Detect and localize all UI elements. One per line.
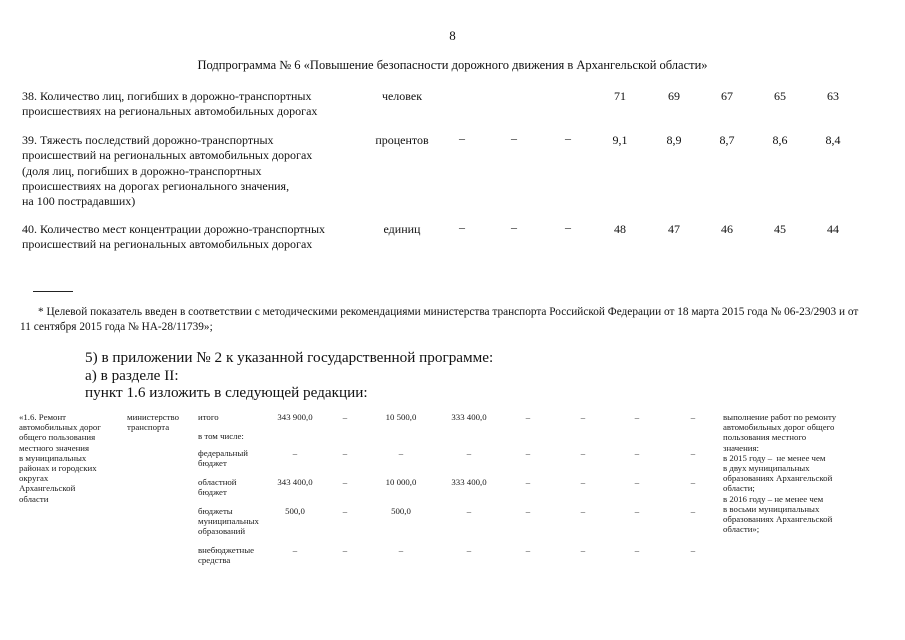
table-cell: – — [525, 412, 531, 422]
table-cell: – — [580, 545, 586, 555]
indicator-38-unit: человек — [381, 89, 423, 103]
indicator-39-value-2: 8,9 — [666, 133, 682, 147]
table-row-source: областной бюджет — [198, 477, 237, 498]
indicator-39-dash-2: – — [511, 131, 517, 145]
table-cell: – — [525, 545, 531, 555]
table-cell: – — [342, 448, 348, 458]
indicator-39-dash-1: – — [459, 131, 465, 145]
table-cell: – — [342, 412, 348, 422]
amendment-line-3: пункт 1.6 изложить в следующей редакции: — [85, 384, 368, 401]
table-cell: – — [580, 506, 586, 516]
table-cell: 500,0 — [391, 506, 411, 516]
table-cell: 10 000,0 — [385, 477, 417, 487]
table-result: выполнение работ по ремонту автомобильных дорог общего пользования местного значения: в 2015 году – не менее чем в двух муниципальных образованиях Архангельской области; в 2016 году – не менее чем в восьми муниципальных образованиях Архангельской области»; — [723, 412, 837, 535]
indicator-39-unit: процентов — [375, 133, 429, 147]
table-cell: – — [466, 448, 472, 458]
table-cell: – — [634, 477, 640, 487]
table-cell: – — [525, 448, 531, 458]
footnote — [20, 305, 870, 334]
table-cell: – — [690, 545, 696, 555]
table-cell: – — [634, 506, 640, 516]
indicator-38-value-3: 67 — [721, 89, 733, 103]
table-cell: – — [580, 477, 586, 487]
table-cell: – — [634, 448, 640, 458]
indicator-39-dash-3: – — [565, 131, 571, 145]
indicator-38-value-2: 69 — [668, 89, 680, 103]
table-cell: – — [634, 412, 640, 422]
table-cell: – — [466, 545, 472, 555]
table-row-source: итого — [198, 412, 219, 422]
table-cell: – — [466, 506, 472, 516]
table-cell: 343 400,0 — [277, 477, 313, 487]
table-executor: министерство транспорта — [127, 412, 179, 433]
table-cell: – — [342, 477, 348, 487]
indicator-40-value-2: 47 — [668, 222, 680, 236]
indicator-39-value-1: 9,1 — [612, 133, 628, 147]
table-cell: – — [690, 477, 696, 487]
table-row-source: федеральный бюджет — [198, 448, 248, 469]
indicator-38-value-5: 63 — [827, 89, 839, 103]
indicator-40-value-5: 44 — [827, 222, 839, 236]
indicator-40-dash-3: – — [565, 220, 571, 234]
table-cell: – — [398, 545, 404, 555]
table-cell: 500,0 — [285, 506, 305, 516]
table-cell: – — [292, 448, 298, 458]
indicator-40-value-3: 46 — [721, 222, 733, 236]
amendment-line-2: а) в разделе II: — [85, 367, 179, 384]
table-cell: 343 900,0 — [277, 412, 313, 422]
indicator-40-value-4: 45 — [774, 222, 786, 236]
indicator-40-unit: единиц — [383, 222, 421, 236]
table-row-source: в том числе: — [198, 431, 244, 441]
indicator-39-name: 39. Тяжесть последствий дорожно-транспортных происшествий на региональных автомобильных дорогах (доля лиц, погибших в дорожно-транспортных происшествиях на дорогах регионального значения, на 100 пострадавших) — [22, 133, 313, 209]
indicator-39-value-3: 8,7 — [719, 133, 735, 147]
footnote-separator — [33, 291, 73, 292]
indicator-40-name: 40. Количество мест концентрации дорожно-транспортных происшествий на региональных автомобильных дорогах — [22, 222, 326, 252]
indicator-38-value-1: 71 — [614, 89, 626, 103]
table-cell: – — [634, 545, 640, 555]
indicator-38-value-4: 65 — [774, 89, 786, 103]
table-cell: – — [580, 412, 586, 422]
subprogram-title: Подпрограмма № 6 «Повышение безопасности дорожного движения в Архангельской области» — [197, 58, 708, 72]
table-row-source: внебюджетные средства — [198, 545, 255, 566]
table-cell: – — [690, 506, 696, 516]
indicator-39-value-5: 8,4 — [825, 133, 841, 147]
table-row-source: бюджеты муниципальных образований — [198, 506, 259, 537]
table-cell: – — [690, 412, 696, 422]
table-cell: – — [398, 448, 404, 458]
indicator-40-value-1: 48 — [614, 222, 626, 236]
indicator-38-name: 38. Количество лиц, погибших в дорожно-транспортных происшествиях на региональных автомобильных дорогах — [22, 89, 318, 119]
indicator-40-dash-1: – — [459, 220, 465, 234]
table-cell: – — [342, 506, 348, 516]
table-cell: – — [292, 545, 298, 555]
indicator-40-dash-2: – — [511, 220, 517, 234]
table-cell: – — [525, 506, 531, 516]
table-item-name: «1.6. Ремонт автомобильных дорог общего пользования местного значения в муниципальных районах и городских округах Архангельской области — [19, 412, 101, 504]
amendment-line-1: 5) в приложении № 2 к указанной государственной программе: — [85, 349, 494, 366]
page-number: 8 — [449, 28, 456, 43]
footnote-text: * Целевой показатель введен в соответствии с методическими рекомендациями министерства транспорта Российской Федерации от 18 марта 2015 года № 06-23/2903 и от 11 сентября 2015 года № НА-28/11739»; — [20, 306, 859, 333]
table-cell: 333 400,0 — [451, 412, 487, 422]
indicator-39-value-4: 8,6 — [772, 133, 788, 147]
table-cell: – — [580, 448, 586, 458]
table-cell: 333 400,0 — [451, 477, 487, 487]
table-cell: 10 500,0 — [385, 412, 417, 422]
table-cell: – — [525, 477, 531, 487]
table-cell: – — [690, 448, 696, 458]
table-cell: – — [342, 545, 348, 555]
